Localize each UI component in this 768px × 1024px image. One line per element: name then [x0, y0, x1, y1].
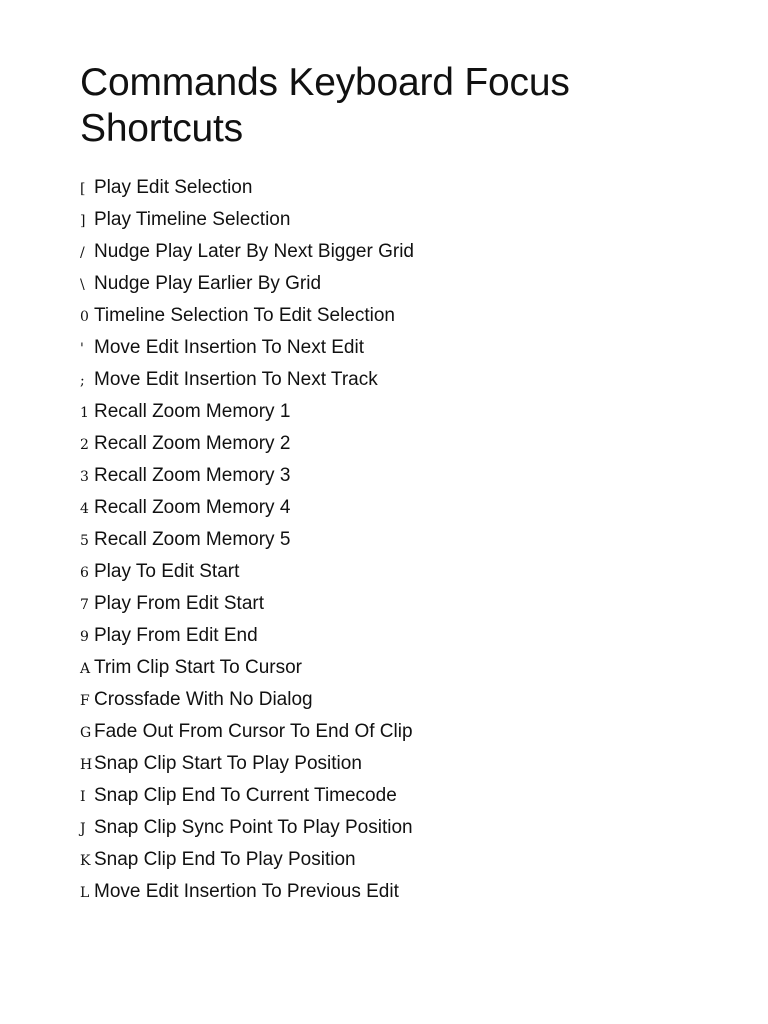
shortcut-command: Play To Edit Start: [94, 561, 240, 582]
shortcut-row: [80, 204, 720, 236]
shortcut-key: 9: [80, 629, 89, 645]
shortcut-row: [80, 396, 720, 428]
shortcut-key: 0: [80, 309, 89, 325]
shortcut-row: [80, 236, 720, 268]
shortcut-command: Recall Zoom Memory 2: [94, 433, 291, 454]
shortcut-command: Nudge Play Earlier By Grid: [94, 273, 322, 294]
shortcut-row: [80, 748, 720, 780]
shortcut-key: ;: [80, 373, 85, 389]
shortcut-row: [80, 300, 720, 332]
shortcut-key: K: [80, 853, 91, 869]
shortcut-key: A: [80, 661, 91, 677]
shortcut-command: Snap Clip Sync Point To Play Position: [94, 817, 413, 838]
shortcut-command: Timeline Selection To Edit Selection: [94, 305, 395, 326]
shortcut-row: [80, 172, 720, 204]
shortcut-row: [80, 332, 720, 364]
shortcut-row: [80, 460, 720, 492]
shortcut-command: Move Edit Insertion To Next Track: [94, 369, 378, 390]
shortcut-key: 4: [80, 501, 89, 517]
shortcut-list: [80, 172, 720, 908]
shortcut-key: I: [80, 789, 86, 805]
shortcut-row: [80, 492, 720, 524]
shortcut-command: Recall Zoom Memory 5: [94, 529, 291, 550]
shortcut-key: ': [80, 341, 84, 357]
shortcut-command: Nudge Play Later By Next Bigger Grid: [94, 241, 414, 262]
shortcut-row: [80, 812, 720, 844]
shortcut-row: [80, 876, 720, 908]
shortcut-row: [80, 780, 720, 812]
shortcut-row: [80, 268, 720, 300]
shortcut-key: \: [80, 277, 85, 293]
shortcut-key: ]: [80, 213, 86, 229]
shortcut-key: 2: [80, 437, 89, 453]
shortcut-key: L: [80, 885, 90, 901]
shortcut-key: 3: [80, 469, 89, 485]
shortcut-key: 5: [80, 533, 89, 549]
shortcut-key: 7: [80, 597, 89, 613]
shortcut-row: [80, 524, 720, 556]
shortcut-row: [80, 684, 720, 716]
shortcut-key: G: [80, 725, 92, 741]
shortcut-command: Snap Clip End To Play Position: [94, 849, 356, 870]
shortcut-row: [80, 716, 720, 748]
shortcut-row: [80, 620, 720, 652]
shortcut-command: Play Timeline Selection: [94, 209, 291, 230]
shortcut-row: [80, 364, 720, 396]
shortcut-row: [80, 588, 720, 620]
shortcut-key: 1: [80, 405, 89, 421]
shortcut-row: [80, 556, 720, 588]
shortcut-command: Fade Out From Cursor To End Of Clip: [94, 721, 413, 742]
shortcut-key: J: [80, 821, 86, 837]
shortcut-command: Move Edit Insertion To Previous Edit: [94, 881, 399, 902]
shortcut-key: H: [80, 757, 93, 773]
shortcut-command: Crossfade With No Dialog: [94, 689, 313, 710]
shortcut-command: Move Edit Insertion To Next Edit: [94, 337, 364, 358]
shortcut-command: Recall Zoom Memory 4: [94, 497, 291, 518]
shortcut-command: Recall Zoom Memory 1: [94, 401, 291, 422]
document-page: [80, 60, 720, 908]
shortcut-command: Snap Clip End To Current Timecode: [94, 785, 397, 806]
shortcut-key: /: [80, 245, 85, 261]
shortcut-command: Recall Zoom Memory 3: [94, 465, 291, 486]
page-title: Commands Keyboard Focus Shortcuts: [80, 61, 570, 150]
shortcut-command: Snap Clip Start To Play Position: [94, 753, 362, 774]
shortcut-key: F: [80, 693, 90, 709]
shortcut-command: Trim Clip Start To Cursor: [94, 657, 302, 678]
shortcut-row: [80, 844, 720, 876]
shortcut-command: Play Edit Selection: [94, 177, 253, 198]
shortcut-key: 6: [80, 565, 89, 581]
shortcut-command: Play From Edit End: [94, 625, 258, 646]
shortcut-key: [: [80, 181, 86, 197]
shortcut-command: Play From Edit Start: [94, 593, 264, 614]
shortcut-row: [80, 428, 720, 460]
shortcut-row: [80, 652, 720, 684]
